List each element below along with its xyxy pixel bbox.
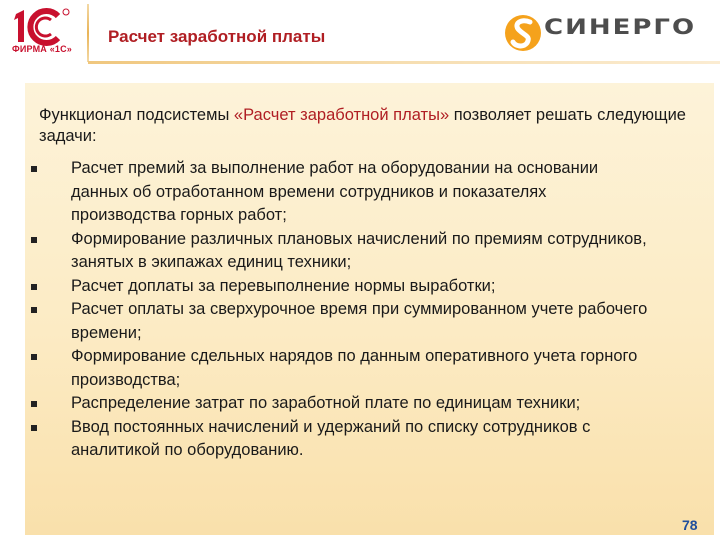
header-divider [87,4,89,62]
list-item-text: Расчет премий за выполнение работ на оборудовании на основании данных об отработанном времени сотрудников и показателях производства горных работ; [71,159,599,224]
1c-logo-icon [6,4,78,64]
bullet-square-icon [31,307,37,313]
bullet-square-icon [31,166,37,172]
bullet-square-icon [31,425,37,431]
intro-prefix: Функционал подсистемы [39,106,234,124]
intro-paragraph [39,105,699,147]
sinergo-logo-text: СИНЕРГО [544,15,697,40]
bullet-square-icon [31,284,37,290]
list-item [25,275,651,299]
task-list [25,157,714,463]
bullet-square-icon [31,237,37,243]
list-item-text: Ввод постоянных начислений и удержаний по списку сотрудников с аналитикой по оборудованию. [71,417,591,459]
list-item-text: Расчет оплаты за сверхурочное время при суммированном учете рабочего времени; [71,300,648,342]
list-item [25,157,651,228]
header-underline [88,61,720,64]
list-item-text: Формирование сдельных нарядов по данным оперативного учета горного производства; [71,347,638,389]
list-item-text: Формирование различных плановых начислений по премиям сотрудников, занятых в экипажах единиц техники; [71,229,647,271]
1c-logo-label: ФИРМА «1С» [11,44,73,54]
page-number: 78 [682,517,698,533]
list-item-text: Распределение затрат по заработной плате по единицам техники; [71,394,581,412]
content-panel [25,83,714,535]
list-item [25,392,651,416]
bullet-square-icon [31,401,37,407]
list-item [25,416,651,463]
list-item [25,345,651,392]
page-title: Расчет заработной платы [108,27,326,46]
list-item [25,228,651,275]
intro-emphasis: «Расчет заработной платы» [233,106,450,124]
intro-suffix: позволяет решать следующие задачи: [39,106,686,145]
list-item-text: Расчет доплаты за перевыполнение нормы выработки; [71,276,496,295]
bullet-square-icon [31,354,37,360]
list-item [25,298,651,345]
